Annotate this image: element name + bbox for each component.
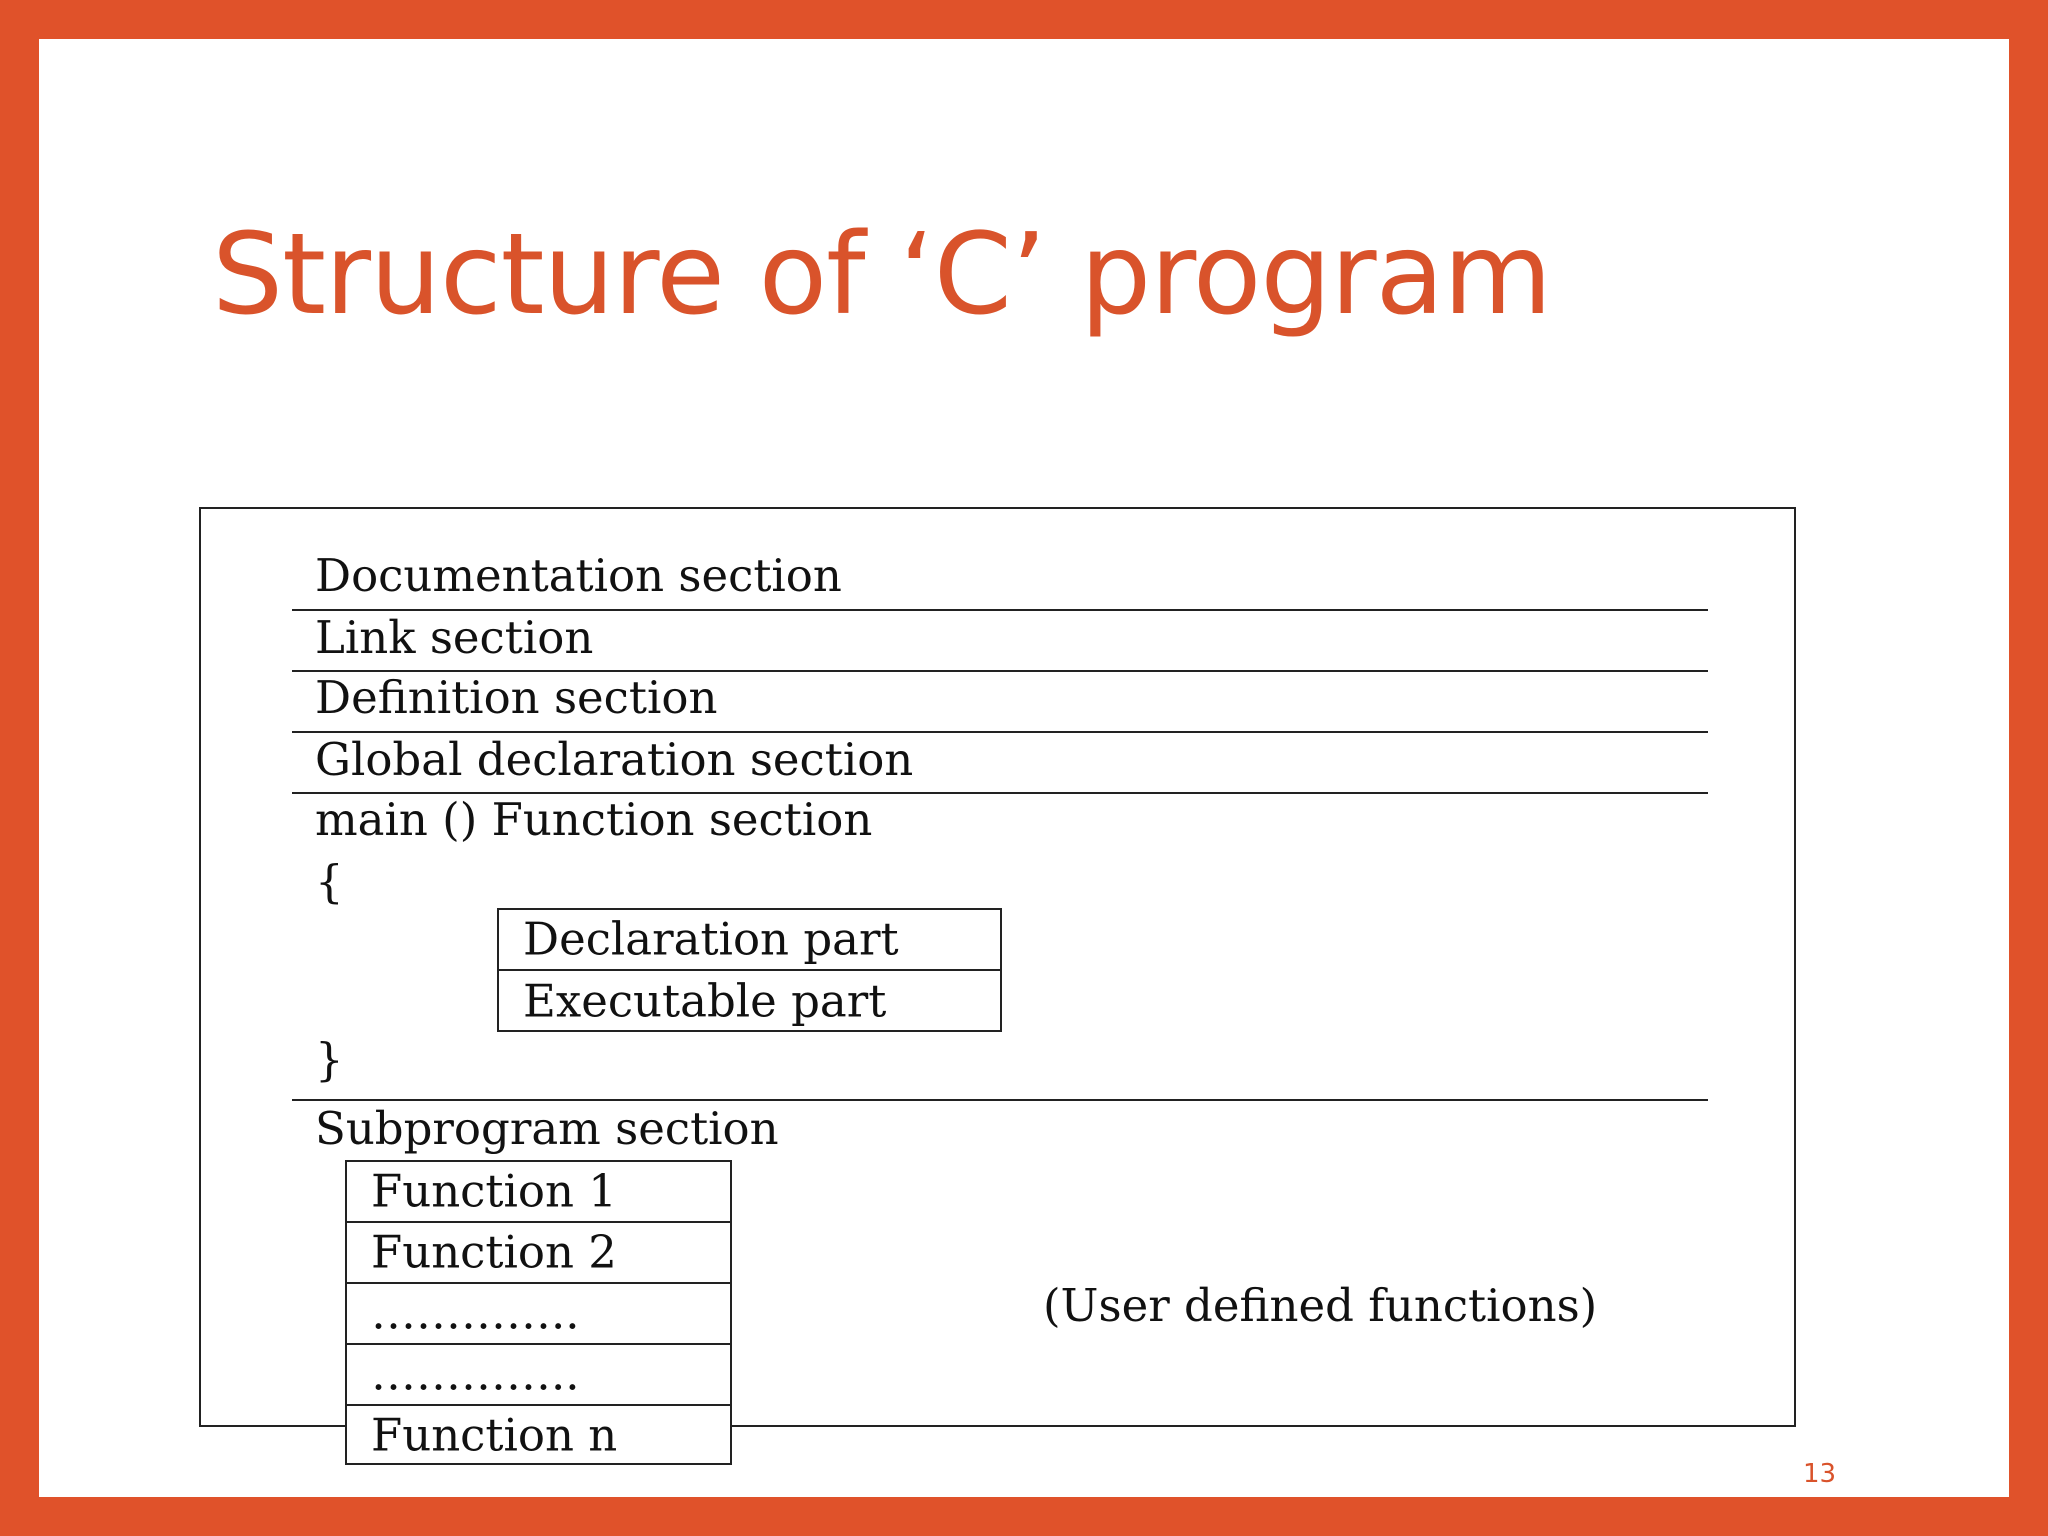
slide <box>39 39 2009 1497</box>
section-divider <box>292 1099 1708 1101</box>
close-brace: } <box>315 1033 344 1086</box>
declaration-part-label: Declaration part <box>523 912 899 966</box>
function-label: Function n <box>371 1408 618 1462</box>
user-defined-functions-note: (User defined functions) <box>1043 1279 1598 1332</box>
global-declaration-section-label: Global declaration section <box>315 733 914 786</box>
subprogram-section-label: Subprogram section <box>315 1102 779 1155</box>
function-row <box>347 1223 730 1284</box>
executable-part-label: Executable part <box>523 974 887 1028</box>
function-label: Function 1 <box>371 1164 617 1218</box>
function-row <box>347 1284 730 1345</box>
function-row <box>347 1345 730 1406</box>
slide-title: Structure of ‘C’ program <box>212 210 1552 340</box>
function-row <box>347 1406 730 1465</box>
page-number: 13 <box>1803 1459 1837 1489</box>
c-program-structure-diagram <box>199 507 1796 1462</box>
function-label: Function 2 <box>371 1225 617 1279</box>
functions-box <box>345 1160 732 1465</box>
function-ellipsis: ………….. <box>371 1347 580 1401</box>
function-row <box>347 1162 730 1223</box>
executable-part-row <box>499 971 1000 1032</box>
documentation-section-label: Documentation section <box>315 549 842 602</box>
definition-section-label: Definition section <box>315 671 718 724</box>
link-section-label: Link section <box>315 611 594 664</box>
function-ellipsis: ………….. <box>371 1286 580 1340</box>
main-function-section-label: main () Function section <box>315 793 873 846</box>
main-parts-box <box>497 908 1002 1032</box>
open-brace: { <box>315 855 344 908</box>
declaration-part-row <box>499 910 1000 971</box>
